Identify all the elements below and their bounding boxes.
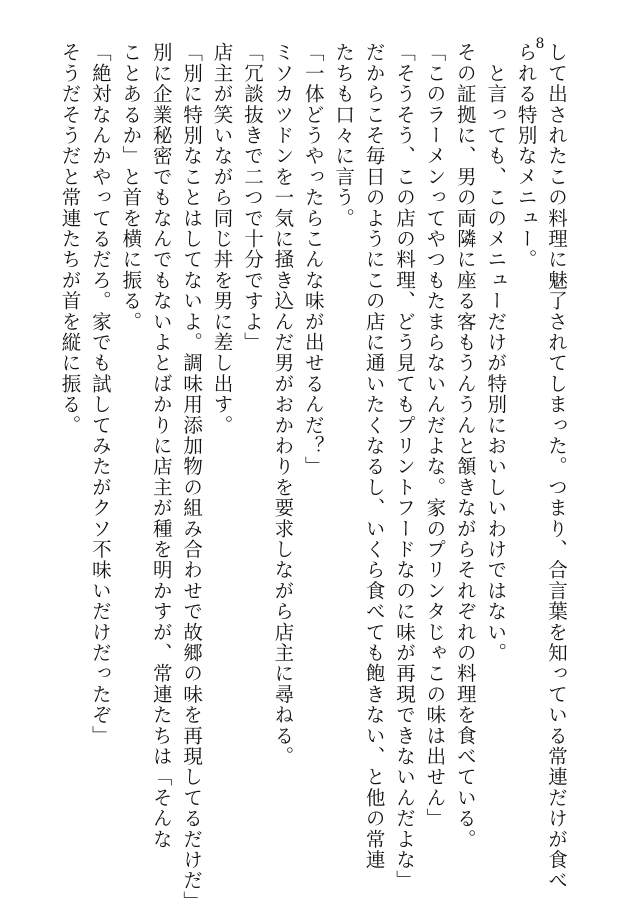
text-line: 「このラーメンってやつもたまらないんだよな。家のプリンタじゃこの味は出せん」 [423,42,447,829]
text-line: たちも口々に言う。 [332,42,356,229]
text-line: と言っても、このメニューだけが特別においしいわけではない。 [484,42,508,663]
text-line: して出されたこの料理に魅了されてしまった。つまり、合言葉を知っている常連だけが食べ [545,42,568,891]
text-line: 「別に特別なことはしてないよ。調味用添加物の組み合わせで故郷の味を再現してるだけだ」 [180,42,204,911]
text-line: 店主が笑いながら同じ丼を男に差し出す。 [210,42,234,436]
text-line: その証拠に、男の両隣に座る客もうんうんと頷きながらそれぞれの料理を食べている。 [453,42,477,850]
text-line: そうだそうだと常連たちが首を縦に振る。 [58,42,82,436]
text-line: ミソカツドンを一気に掻き込んだ男がおかわりを要求しながら店主に尋ねる。 [271,42,295,767]
text-line: 「絶対なんかやってるだろ。家でも試してみたがクソ不味いだけだったぞ」 [88,42,112,746]
text-line: られる特別なメニュー。 [514,42,538,270]
text-line: 「一体どうやったらこんな味が出せるんだ？」 [301,42,325,477]
text-line: 「冗談抜きで二つで十分ですよ」 [240,42,264,353]
text-line: 「そうそう、この店の料理、どう見てもプリントフードなのに味が再現できないんだよな」 [392,42,416,891]
text-line: だからこそ毎日のようにこの店に通いたくなるし、いくら食べても飽きない、と他の常連 [362,42,386,870]
text-line: ことあるか」と首を横に振る。 [119,42,143,332]
text-line: 別に企業秘密でもなんでもないよとばかりに店主が種を明かすが、常連たちは「そんな [149,42,173,850]
body-text [58,42,571,911]
page-number: 8 [535,36,545,52]
